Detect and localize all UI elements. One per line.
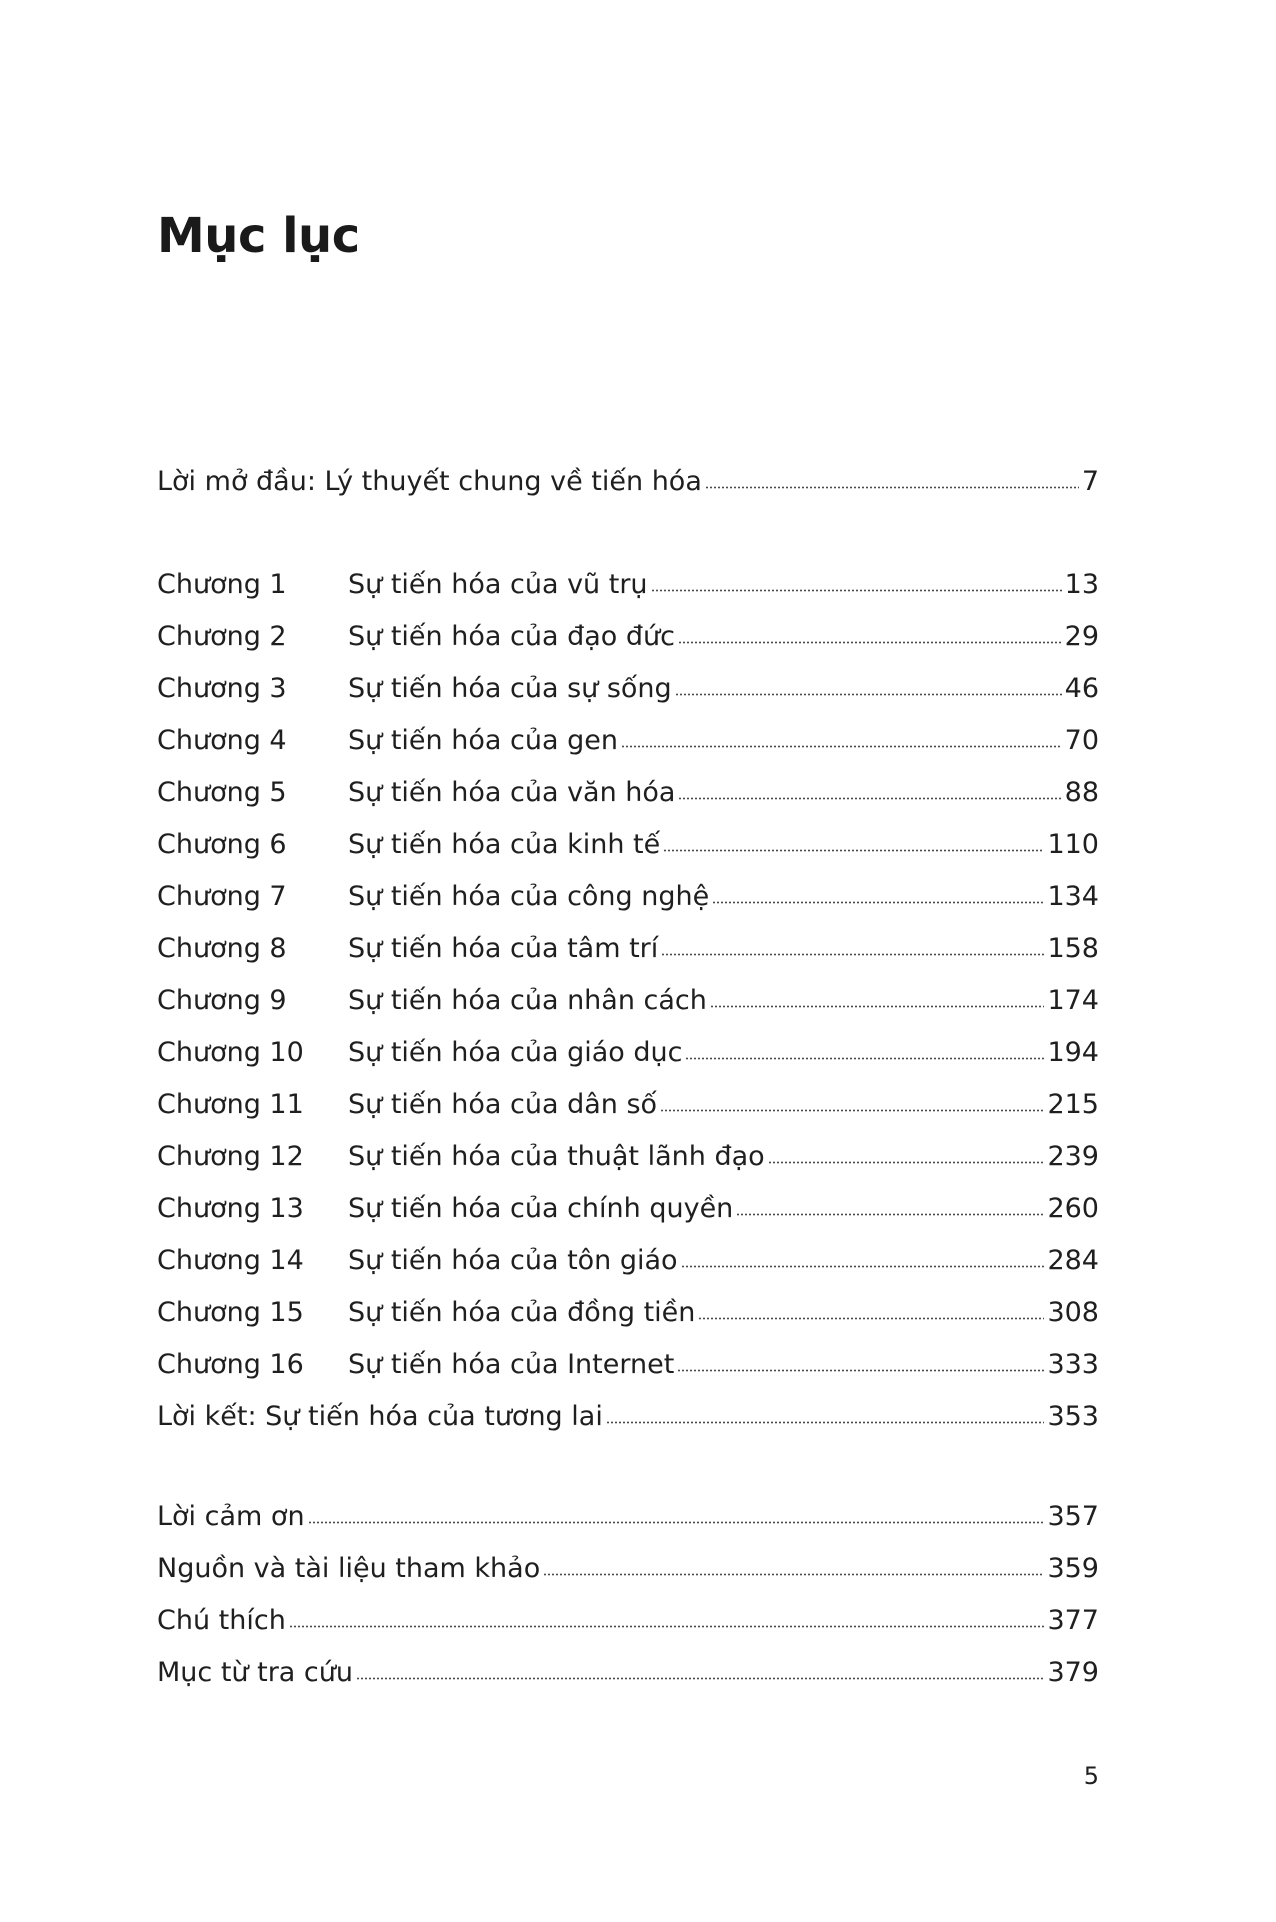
entry-page-number: 194 <box>1047 1037 1099 1068</box>
entry-title: Sự tiến hóa của nhân cách <box>348 985 707 1016</box>
toc-prologue-group <box>157 456 1099 508</box>
toc-back-matter-group <box>157 1491 1099 1699</box>
toc-entry-chapter[interactable] <box>157 1339 1099 1391</box>
toc-entry-chapter[interactable] <box>157 663 1099 715</box>
entry-page-number: 110 <box>1047 829 1099 860</box>
chapter-number: Chương 7 <box>157 881 287 912</box>
toc-entry-chapter[interactable] <box>157 819 1099 871</box>
toc-entry-chapter[interactable] <box>157 1131 1099 1183</box>
dot-leader <box>621 745 1062 748</box>
entry-title: Sự tiến hóa của tâm trí <box>348 933 659 964</box>
entry-title: Sự tiến hóa của sự sống <box>348 673 672 704</box>
entry-title: Lời kết: Sự tiến hóa của tương lai <box>157 1401 603 1432</box>
entry-page-number: 13 <box>1064 569 1099 600</box>
chapter-number: Chương 13 <box>157 1193 304 1224</box>
entry-title: Sự tiến hóa của văn hóa <box>348 777 676 808</box>
entry-page-number: 260 <box>1047 1193 1099 1224</box>
entry-title: Nguồn và tài liệu tham khảo <box>157 1553 541 1584</box>
entry-page-number: 377 <box>1047 1605 1099 1636</box>
dot-leader <box>712 901 1044 904</box>
page-number-folio: 5 <box>1083 1762 1099 1790</box>
dot-leader <box>606 1421 1045 1424</box>
entry-page-number: 379 <box>1047 1657 1099 1688</box>
entry-page-number: 88 <box>1064 777 1099 808</box>
entry-page-number: 353 <box>1047 1401 1099 1432</box>
entry-title: Chú thích <box>157 1605 286 1636</box>
toc-entry-chapter[interactable] <box>157 767 1099 819</box>
dot-leader <box>289 1625 1045 1628</box>
entry-title: Sự tiến hóa của chính quyền <box>348 1193 734 1224</box>
toc-entry-chapter[interactable] <box>157 1027 1099 1079</box>
dot-leader <box>651 589 1062 592</box>
chapter-number: Chương 4 <box>157 725 287 756</box>
entry-page-number: 70 <box>1064 725 1099 756</box>
chapter-number: Chương 6 <box>157 829 287 860</box>
entry-page-number: 308 <box>1047 1297 1099 1328</box>
dot-leader <box>543 1573 1044 1576</box>
dot-leader <box>660 1109 1044 1112</box>
entry-page-number: 158 <box>1047 933 1099 964</box>
entry-page-number: 46 <box>1064 673 1099 704</box>
entry-page-number: 134 <box>1047 881 1099 912</box>
entry-title: Sự tiến hóa của đạo đức <box>348 621 675 652</box>
chapter-number: Chương 14 <box>157 1245 304 1276</box>
chapter-number: Chương 1 <box>157 569 287 600</box>
chapter-number: Chương 10 <box>157 1037 304 1068</box>
toc-entry-back-matter[interactable] <box>157 1595 1099 1647</box>
toc-entry-chapter[interactable] <box>157 1183 1099 1235</box>
toc-entry-chapter[interactable] <box>157 1235 1099 1287</box>
toc-entry-chapter[interactable] <box>157 1079 1099 1131</box>
dot-leader <box>685 1057 1044 1060</box>
toc-entry-back-matter[interactable] <box>157 1491 1099 1543</box>
entry-title: Sự tiến hóa của tôn giáo <box>348 1245 678 1276</box>
chapter-number: Chương 9 <box>157 985 287 1016</box>
entry-title: Sự tiến hóa của gen <box>348 725 618 756</box>
dot-leader <box>663 849 1044 852</box>
toc-chapters-group <box>157 559 1099 1443</box>
chapter-number: Chương 5 <box>157 777 287 808</box>
dot-leader <box>356 1677 1044 1680</box>
dot-leader <box>308 1521 1045 1524</box>
entry-title: Sự tiến hóa của Internet <box>348 1349 675 1380</box>
entry-title: Mục từ tra cứu <box>157 1657 354 1688</box>
dot-leader <box>675 693 1062 696</box>
chapter-number: Chương 8 <box>157 933 287 964</box>
dot-leader <box>677 1369 1044 1372</box>
entry-title: Sự tiến hóa của đồng tiền <box>348 1297 696 1328</box>
chapter-number: Chương 2 <box>157 621 287 652</box>
chapter-number: Chương 12 <box>157 1141 304 1172</box>
dot-leader <box>661 953 1044 956</box>
entry-title: Lời cảm ơn <box>157 1501 305 1532</box>
entry-page-number: 333 <box>1047 1349 1099 1380</box>
dot-leader <box>681 1265 1045 1268</box>
toc-entry-chapter[interactable] <box>157 923 1099 975</box>
dot-leader <box>698 1317 1044 1320</box>
toc-entry-chapter[interactable] <box>157 975 1099 1027</box>
entry-title: Sự tiến hóa của vũ trụ <box>348 569 648 600</box>
dot-leader <box>768 1161 1045 1164</box>
toc-entry-epilogue[interactable] <box>157 1391 1099 1443</box>
entry-page-number: 239 <box>1047 1141 1099 1172</box>
toc-entry-back-matter[interactable] <box>157 1543 1099 1595</box>
chapter-number: Chương 16 <box>157 1349 304 1380</box>
chapter-number: Chương 15 <box>157 1297 304 1328</box>
page-title: Mục lục <box>157 208 360 264</box>
toc-entry-chapter[interactable] <box>157 559 1099 611</box>
entry-title: Sự tiến hóa của thuật lãnh đạo <box>348 1141 765 1172</box>
dot-leader <box>710 1005 1045 1008</box>
dot-leader <box>705 486 1079 489</box>
entry-title: Sự tiến hóa của công nghệ <box>348 881 710 912</box>
entry-page-number: 359 <box>1047 1553 1099 1584</box>
toc-entry-back-matter[interactable] <box>157 1647 1099 1699</box>
dot-leader <box>736 1213 1044 1216</box>
entry-page-number: 29 <box>1064 621 1099 652</box>
chapter-number: Chương 11 <box>157 1089 304 1120</box>
entry-page-number: 215 <box>1047 1089 1099 1120</box>
entry-page-number: 174 <box>1047 985 1099 1016</box>
chapter-number: Chương 3 <box>157 673 287 704</box>
entry-page-number: 357 <box>1047 1501 1099 1532</box>
entry-page-number: 284 <box>1047 1245 1099 1276</box>
toc-entry-chapter[interactable] <box>157 871 1099 923</box>
toc-entry-chapter[interactable] <box>157 715 1099 767</box>
entry-title: Sự tiến hóa của kinh tế <box>348 829 661 860</box>
toc-entry-chapter[interactable] <box>157 611 1099 663</box>
dot-leader <box>678 797 1061 800</box>
dot-leader <box>678 641 1062 644</box>
entry-title: Lời mở đầu: Lý thuyết chung về tiến hóa <box>157 466 702 497</box>
entry-title: Sự tiến hóa của giáo dục <box>348 1037 683 1068</box>
entry-title: Sự tiến hóa của dân số <box>348 1089 658 1120</box>
toc-entry-prologue[interactable] <box>157 456 1099 508</box>
entry-page-number: 7 <box>1081 466 1099 497</box>
toc-entry-chapter[interactable] <box>157 1287 1099 1339</box>
